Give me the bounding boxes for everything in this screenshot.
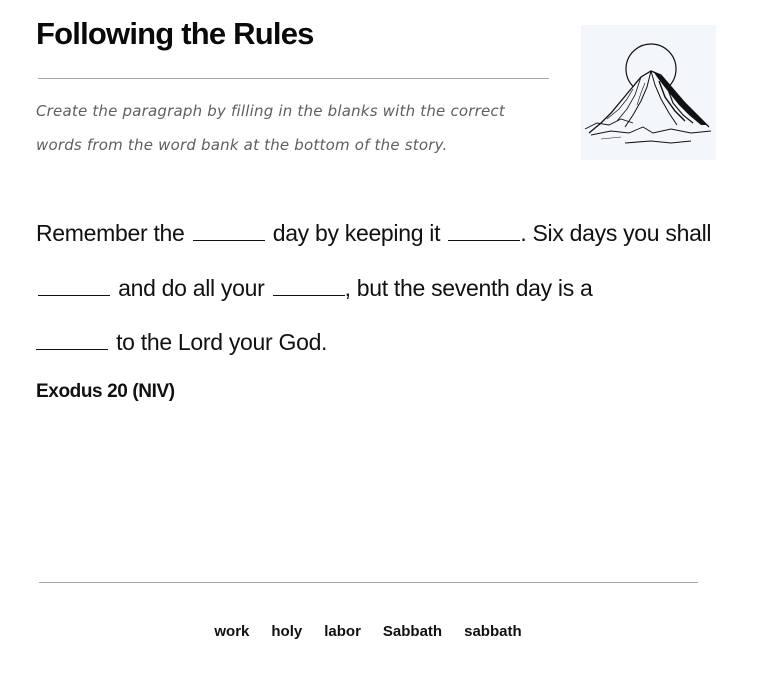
header-divider [38, 78, 549, 79]
blank-2[interactable] [448, 222, 520, 241]
word-bank [0, 623, 736, 640]
word-bank-divider [39, 582, 698, 583]
mountain-sun-icon [581, 25, 716, 160]
blank-3[interactable] [38, 277, 110, 296]
passage-text: , but the seventh day is a [344, 274, 593, 301]
word-bank-item[interactable]: sabbath [464, 623, 522, 640]
blank-1[interactable] [193, 222, 265, 241]
passage-text: day by keeping it [266, 220, 447, 246]
word-bank-item[interactable]: work [214, 623, 250, 640]
blank-5[interactable] [36, 331, 108, 350]
passage-text: and do all your [112, 274, 271, 301]
fill-in-passage [36, 206, 726, 370]
passage-text: to the Lord your God. [110, 329, 328, 355]
instructions-text: Create the paragraph by filling in the blanks with the correct words from the word bank at the bottom of the story. [36, 102, 505, 154]
word-bank-item[interactable]: holy [271, 623, 303, 640]
passage-text: . Six days you shall [520, 220, 712, 246]
word-bank-item[interactable]: labor [324, 623, 361, 640]
blank-4[interactable] [273, 277, 345, 296]
word-bank-item[interactable]: Sabbath [382, 623, 443, 640]
scripture-reference: Exodus 20 (NIV) [36, 381, 175, 402]
page-title: Following the Rules [36, 16, 314, 51]
passage-text: Remember the [36, 220, 191, 246]
